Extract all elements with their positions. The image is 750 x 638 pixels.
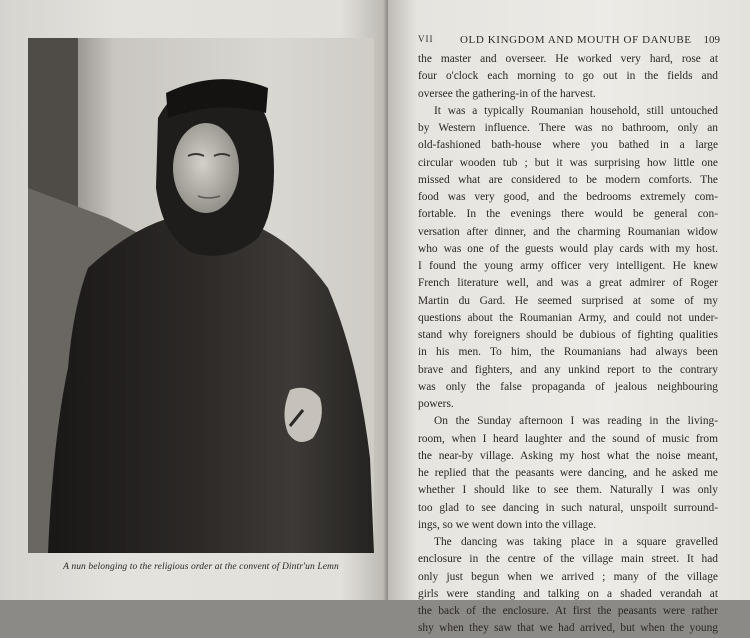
text-line: in his men. To him, the Roumanians had always been [418, 346, 718, 359]
chapter-number: VII [418, 34, 434, 44]
text-line: food was very good, and the bedrooms extremely com- [418, 191, 718, 203]
text-line: the near-by village. Asking my host what the noise meant, [418, 449, 718, 462]
text-line: On the Sunday afternoon I was reading in the living- [434, 415, 718, 428]
text-line: powers. [418, 398, 454, 410]
text-line: who was one of the guests would play cards with my host. [418, 242, 718, 255]
text-line: whether I should like to see them. Naturally I was only [418, 484, 718, 497]
photo-caption: A nun belonging to the religious order at the convent of Dintr'un Lemn [63, 562, 339, 572]
text-line: was only the false propaganda of jealous neighbouring [418, 380, 718, 393]
nun-photograph [28, 38, 374, 553]
text-line: Martin du Gard. He seemed surprised at some of my [418, 294, 718, 307]
text-line: girls were standing and talking on a shaded verandah at [418, 587, 718, 600]
text-line: questions about the Roumanian Army, and could not under- [418, 311, 718, 324]
text-line: fortable. In the evenings there would be general con- [418, 208, 718, 221]
text-line: the master and overseer. He worked very hard, rose at [418, 53, 718, 65]
text-line: the back of the enclosure. At first the peasants were rather [418, 605, 718, 617]
running-title: OLD KINGDOM AND MOUTH OF DANUBE [460, 34, 692, 46]
text-line: too glad to see dancing in such natural, unspoilt surround- [418, 501, 718, 514]
text-line: It was a typically Roumanian household, still untouched [434, 104, 718, 117]
text-line: only just begun when we arrived ; many of the village [418, 570, 718, 583]
page-number: 109 [703, 34, 720, 46]
text-line: French literature well, and was a great admirer of Roger [418, 277, 718, 290]
text-line: ings, so we went down into the village. [418, 518, 597, 531]
text-line: he replied that the peasants were dancing, and he asked me [418, 467, 718, 479]
text-line: brave and fighters, and any unkind report to the contrary [418, 363, 718, 376]
text-line: shy when they saw that we had arrived, but when the young [418, 622, 718, 635]
nun-photo-illustration [28, 38, 374, 553]
running-header [418, 34, 718, 48]
text-line: oversee the gathering-in of the harvest. [418, 87, 596, 100]
text-line: versation after dinner, and the charming Roumanian widow [418, 225, 718, 238]
text-line: stand why foreigners should be dubious of fighting qualities [418, 329, 718, 341]
text-line: enclosure in the centre of the village main street. It had [418, 553, 718, 566]
body-text [418, 51, 718, 638]
text-line: missed what are considered to be modern comforts. The [418, 173, 718, 186]
text-line: circular wooden tub ; but it was surprising how little one [418, 156, 718, 169]
text-line: four o'clock each morning to go out in the fields and [418, 70, 718, 83]
text-line: old-fashioned bath-house where you bathed in a large [418, 139, 718, 152]
left-page [0, 0, 388, 600]
text-line: I found the young army officer very intelligent. He knew [418, 260, 718, 272]
text-line: room, when I heard laughter and the sound of music from [418, 432, 718, 445]
text-line: The dancing was taking place in a square gravelled [434, 536, 718, 548]
text-line: by Western influence. There was no bathroom, only an [418, 122, 718, 134]
